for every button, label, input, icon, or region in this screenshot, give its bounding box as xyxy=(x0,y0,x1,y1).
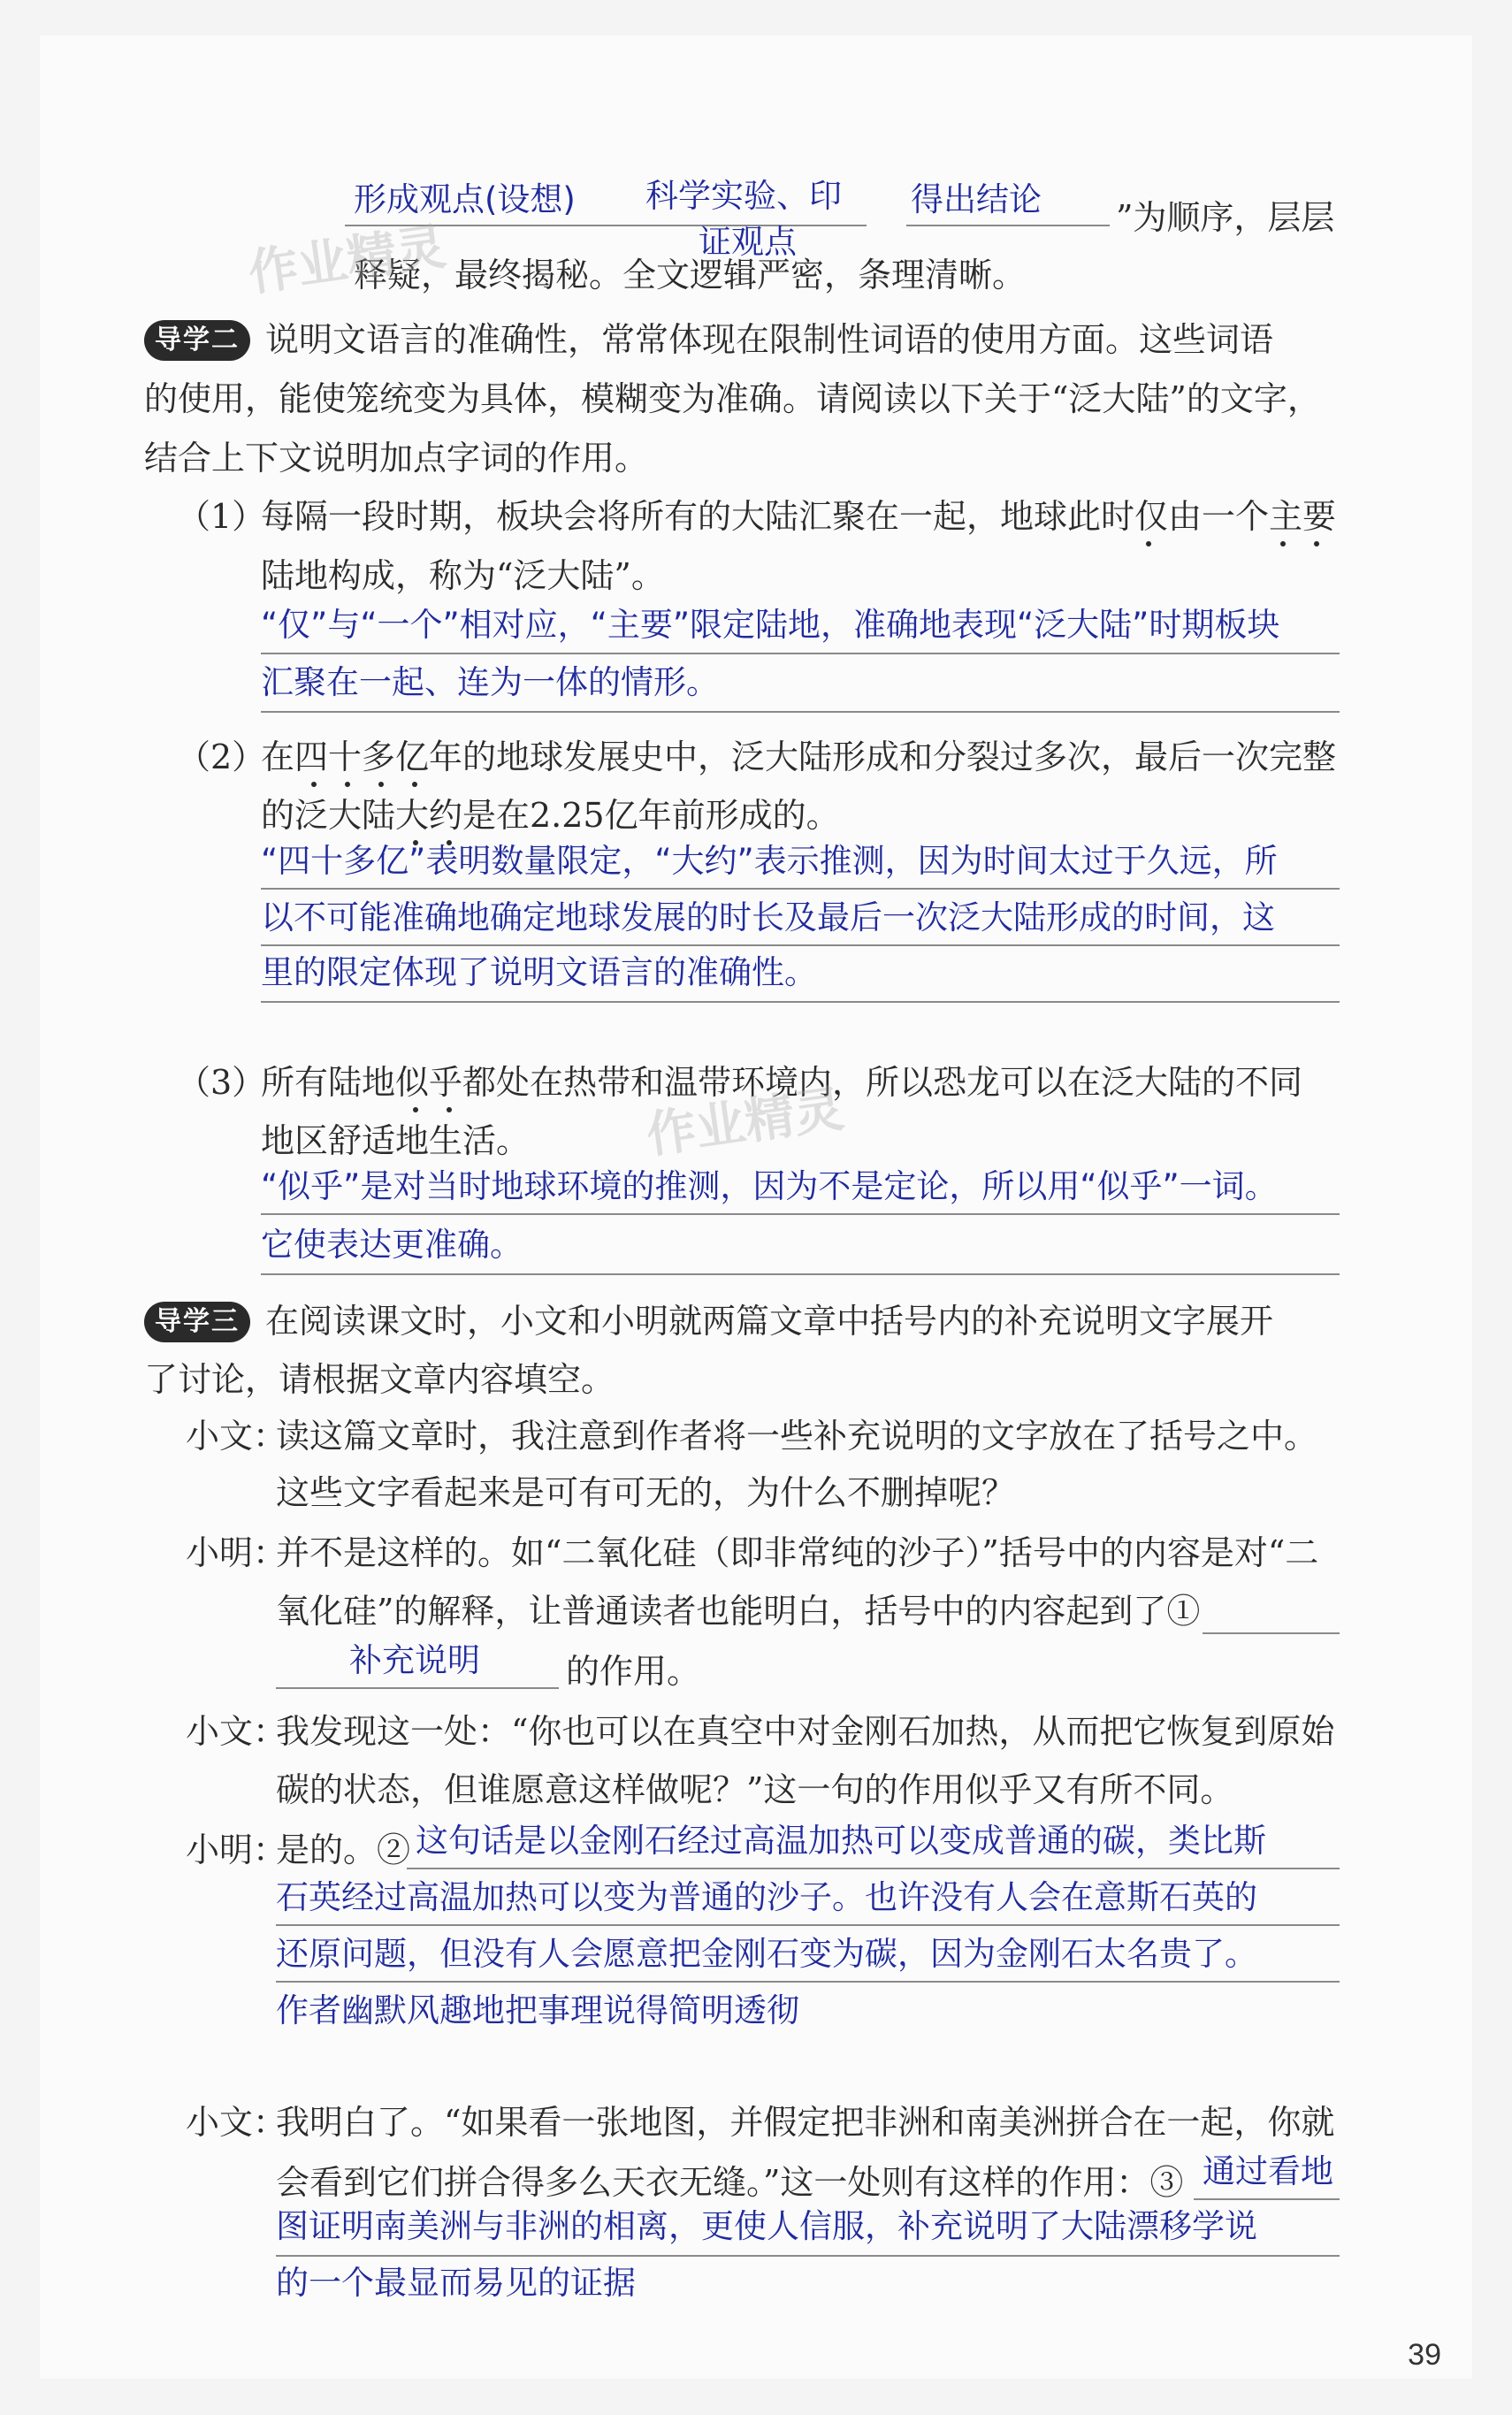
section-badge-3: 导学三 xyxy=(144,1302,250,1342)
question-number-3: （3） xyxy=(177,1063,266,1102)
answer-experiment-cont: 证观点 xyxy=(699,223,797,261)
question2-line1: 在四十多亿年的地球发展史中，泛大陆形成和分裂过多次，最后一次完整 xyxy=(261,737,1337,776)
dialogue4-answer-line4: 作者幽默风趣地把事理说得简明透彻 xyxy=(276,1991,799,2029)
emphasis-dot xyxy=(1280,541,1286,546)
dialogue5-answer-line1: 通过看地 xyxy=(1203,2152,1333,2190)
dialogue4-answer-line1: 这句话是以金刚石经过高温加热可以变成普通的碳，类比斯 xyxy=(416,1822,1266,1860)
speaker-xiaowen: 小文： xyxy=(186,2103,287,2142)
speaker-xiaowen: 小文： xyxy=(186,1712,287,1751)
dialogue1-line1: 读这篇文章时，我注意到作者将一些补充说明的文字放在了括号之中。 xyxy=(276,1417,1318,1456)
answer-line xyxy=(276,1981,1340,1983)
emphasis-dot xyxy=(413,1107,418,1112)
answer-line xyxy=(1203,1632,1340,1634)
question3-answer-line2: 它使表达更准确。 xyxy=(261,1226,523,1264)
dialogue4-prefix: 是的。② xyxy=(276,1830,411,1869)
emphasis-dot xyxy=(447,1107,452,1112)
watermark: 作业精灵 xyxy=(245,218,450,303)
page-number: 39 xyxy=(1408,2338,1441,2372)
answer-line xyxy=(906,225,1110,226)
dialogue5-answer-line3: 的一个最显而易见的证据 xyxy=(276,2264,636,2302)
answer-line xyxy=(261,888,1340,890)
emphasis-dot xyxy=(1146,541,1151,546)
answer-line xyxy=(261,1001,1340,1003)
dialogue5-line2: 会看到它们拼合得多么天衣无缝。”这一处则有这样的作用：③ xyxy=(276,2163,1184,2202)
emphasis-dot xyxy=(311,782,317,787)
dialogue3-line1: 我发现这一处：“你也可以在真空中对金刚石加热，从而把它恢复到原始 xyxy=(276,1712,1335,1751)
intro-line2: 释疑，最终揭秘。全文逻辑严密，条理清晰。 xyxy=(354,256,1027,294)
dialogue4-answer-line2: 石英经过高温加热可以变为普通的沙子。也许没有人会在意斯石英的 xyxy=(276,1878,1257,1916)
section2-intro-line2: 的使用，能使笼统变为具体，模糊变为准确。请阅读以下关于“泛大陆”的文字， xyxy=(144,379,1321,418)
dialogue3-line2: 碳的状态，但谁愿意这样做呢？”这一句的作用似乎又有所不同。 xyxy=(276,1770,1234,1809)
speaker-xiaoming: 小明： xyxy=(186,1533,287,1572)
emphasis-dot xyxy=(345,782,350,787)
section2-intro-line3: 结合上下文说明加点字词的作用。 xyxy=(144,439,649,478)
question3-answer-line1: “似乎”是对当时地球环境的推测，因为不是定论，所以用“似乎”一词。 xyxy=(261,1167,1278,1205)
emphasis-dot xyxy=(412,782,417,787)
speaker-xiaoming: 小明： xyxy=(186,1830,287,1869)
question1-answer-line2: 汇聚在一起、连为一体的情形。 xyxy=(261,663,719,701)
question2-line2: 的泛大陆大约是在2.25亿年前形成的。 xyxy=(261,796,840,835)
question1-answer-line1: “仅”与“一个”相对应，“主要”限定陆地，准确地表现“泛大陆”时期板块 xyxy=(261,606,1280,644)
section-badge-2: 导学二 xyxy=(144,320,250,361)
question2-answer-line2: 以不可能准确地确定地球发展的时长及最后一次泛大陆形成的时间，这 xyxy=(261,898,1275,936)
section3-intro-line2: 了讨论，请根据文章内容填空。 xyxy=(144,1360,615,1399)
dialogue4-answer-line3: 还原问题，但没有人会愿意把金刚石变为碳，因为金刚石太名贵了。 xyxy=(276,1935,1257,1973)
section3-intro-line1: 在阅读课文时，小文和小明就两篇文章中括号内的补充说明文字展开 xyxy=(265,1302,1274,1341)
dialogue2-line1: 并不是这样的。如“二氧化硅（即非常纯的沙子）”括号中的内容是对“二 xyxy=(276,1533,1319,1572)
watermark: 作业精灵 xyxy=(643,1080,848,1165)
answer-experiment: 科学实验、印 xyxy=(645,177,842,215)
answer-line xyxy=(276,1687,559,1689)
answer-line xyxy=(1194,2198,1340,2200)
answer-line xyxy=(261,1213,1340,1215)
answer-line xyxy=(261,944,1340,946)
answer-line xyxy=(261,1273,1340,1275)
answer-line xyxy=(407,1868,1340,1869)
answer-line xyxy=(261,711,1340,713)
question2-answer-line1: “四十多亿”表明数量限定，“大约”表示推测，因为时间太过于久远，所 xyxy=(261,842,1278,880)
emphasis-dot xyxy=(378,782,384,787)
emphasis-dot xyxy=(1314,541,1319,546)
dialogue1-line2: 这些文字看起来是可有可无的，为什么不删掉呢？ xyxy=(276,1473,1016,1512)
dialogue5-line1: 我明白了。“如果看一张地图，并假定把非洲和南美洲拼合在一起，你就 xyxy=(276,2103,1335,2142)
answer-line xyxy=(261,653,1340,654)
section2-intro-line1: 说明文语言的准确性，常常体现在限制性词语的使用方面。这些词语 xyxy=(265,320,1274,359)
dialogue5-answer-line2: 图证明南美洲与非洲的相离，更使人信服，补充说明了大陆漂移学说 xyxy=(276,2207,1257,2245)
dialogue2-answer: 补充说明 xyxy=(349,1641,480,1679)
answer-line xyxy=(276,1924,1340,1926)
question2-answer-line3: 里的限定体现了说明文语言的准确性。 xyxy=(261,953,817,991)
question1-line2: 陆地构成，称为“泛大陆”。 xyxy=(261,556,665,595)
dialogue2-tail: 的作用。 xyxy=(566,1652,701,1691)
answer-conclusion: 得出结论 xyxy=(911,180,1042,218)
question3-line2: 地区舒适地生活。 xyxy=(261,1121,531,1160)
intro-line1-tail: ”为顺序，层层 xyxy=(1116,198,1335,237)
dialogue2-line2: 氧化硅”的解释，让普通读者也能明白，括号中的内容起到了① xyxy=(276,1592,1201,1631)
question1-line1: 每隔一段时期，板块会将所有的大陆汇聚在一起，地球此时仅由一个主要 xyxy=(261,497,1337,536)
question3-line1: 所有陆地似乎都处在热带和温带环境内，所以恐龙可以在泛大陆的不同 xyxy=(261,1063,1303,1102)
answer-line xyxy=(276,2255,1340,2257)
question-number-2: （2） xyxy=(177,737,266,776)
speaker-xiaowen: 小文： xyxy=(186,1417,287,1456)
question-number-1: （1） xyxy=(177,497,266,536)
answer-form-hypothesis: 形成观点(设想) xyxy=(354,180,576,218)
